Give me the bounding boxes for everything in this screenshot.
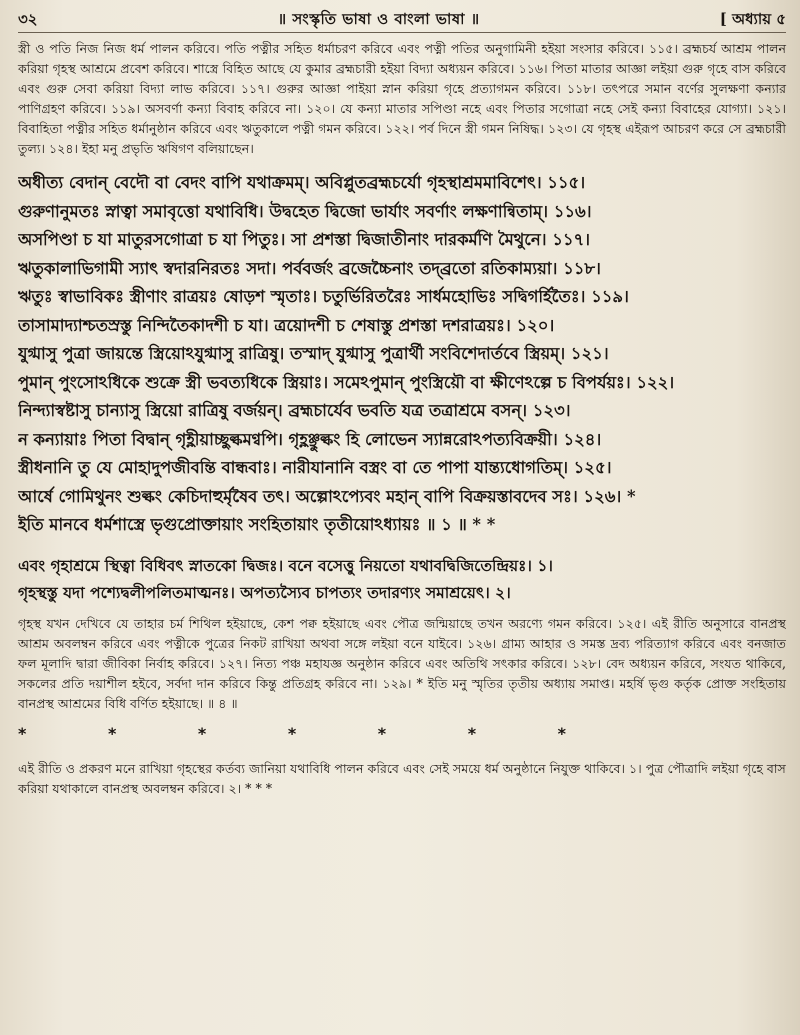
section-separator-stars: * * * * * * *	[18, 723, 604, 743]
verse-line: অসপিণ্ডা চ যা মাতুরসগোত্রা চ যা পিতুঃ। সা প্রশস্তা দ্বিজাতীনাং দারকর্মণি মৈথুনে। ১১৭।	[18, 230, 591, 249]
prose-paragraph-bottom: গৃহস্থ যখন দেখিবে যে তাহার চর্ম শিথিল হইয়াছে, কেশ পক্ব হইয়াছে এবং পৌত্র জন্মিয়াছে তখন অরণ্যে গমন করিবে। ১২৫। এই রীতি অনুসারে বানপ্রস্থ আশ্রম অবলম্বন করিবে এবং পত্নীকে পুত্রের নিকট রাখিয়া অথবা সঙ্গে লইয়া বনে যাইবে। ১২৬। গ্রাম্য আহার ও সমস্ত দ্রব্য পরিত্যাগ করিবে এবং বনজাত ফল মূলাদি দ্বারা জীবিকা নির্বাহ করিবে। ১২৭। নিত্য পঞ্চ মহাযজ্ঞ অনুষ্ঠান করিবে এবং অতিথি সৎকার করিবে। ১২৮। বেদ অধ্যয়ন করিবে, সংযত থাকিবে, সকলের প্রতি দয়াশীল হইবে, সর্বদা দান করিবে কিন্তু প্রতিগ্রহ করিবে না। ১২৯। * ইতি মনু স্মৃতির তৃতীয় অধ্যায় সমাপ্ত। মহর্ষি ভৃগু কর্তৃক প্রোক্ত সংহিতায় বানপ্রস্থ আশ্রমের বিধি বর্ণিত হইয়াছে। ॥ ৪ ॥	[18, 615, 786, 711]
closing-paragraph: এই রীতি ও প্রকরণ মনে রাখিয়া গৃহস্থের কর্তব্য জানিয়া যথাবিধি পালন করিবে এবং সেই সময়ে ধর্ম অনুষ্ঠানে নিযুক্ত থাকিবে। ১। পুত্র পৌত্রাদি লইয়া গৃহে বাস করিয়া যথাকালে বানপ্রস্থ অবলম্বন করিবে। ২। * * *	[18, 760, 786, 796]
section-verse-line: এবং গৃহাশ্রমে স্থিত্বা বিধিবৎ স্নাতকো দ্বিজঃ। বনে বসেত্তু নিয়তো যথাবদ্বিজিতেন্দ্রিয়ঃ। ১।	[18, 555, 553, 575]
verse-line: ঋতুকালাভিগামী স্যাৎ স্বদারনিরতঃ সদা। পর্ববর্জং ব্রজেচ্চৈনাং তদ্‌ব্রতো রতিকাম্যয়া। ১১৮।	[18, 258, 601, 278]
prose-paragraph-top: স্ত্রী ও পতি নিজ নিজ ধর্ম পালন করিবে। পতি পত্নীর সহিত ধর্মাচরণ করিবে এবং পত্নী পতির অনুগামিনী হইয়া সংসার করিবে। ১১৫। ব্রহ্মচর্য আশ্রম পালন করিয়া গৃহস্থ আশ্রমে প্রবেশ করিবে। শাস্ত্রে বিহিত আছে যে কুমার ব্রহ্মচারী হইয়া বিদ্যা অধ্যয়ন করিবে। ১১৬। পিতা মাতার আজ্ঞা লইয়া গুরু গৃহে বাস করিবে এবং গুরু সেবা করিয়া বিদ্যা লাভ করিবে। ১১৭। গুরুর আজ্ঞা পাইয়া স্নান করিয়া গৃহে প্রত্যাগমন করিবে। ১১৮। তৎপরে সমান বর্ণের সুলক্ষণা কন্যার পাণিগ্রহণ করিবে। ১১৯। অসবর্ণা কন্যা বিবাহ করিবে না। ১২০। যে কন্যা মাতার সপিণ্ডা নহে এবং পিতার সগোত্রা নহে সেই কন্যা বিবাহের যোগ্যা। ১২১। বিবাহিতা পত্নীর সহিত ধর্মানুষ্ঠান করিবে এবং ঋতুকালে পত্নী গমন করিবে। ১২২। পর্ব দিনে স্ত্রী গমন নিষিদ্ধ। ১২৩। যে গৃহস্থ এইরূপ আচরণ করে সে ব্রহ্মচারী তুল্য। ১২৪। ইহা মনু প্রভৃতি ঋষিগণ বলিয়াছেন।	[18, 41, 786, 156]
verse-line: ন কন্যায়াঃ পিতা বিদ্বান্ গৃহ্ণীয়াচ্ছুল্কমণ্বপি। গৃহ্ণঞ্ছুল্কং হি লোভেন স্যান্নরোঽপত্যবিক্রয়ী। ১২৪।	[18, 429, 602, 449]
verse-block	[18, 169, 786, 540]
verse-line: গুরুণানুমতঃ স্নাত্বা সমাবৃত্তো যথাবিধি। উদ্বহেত দ্বিজো ভার্যাং সবর্ণাং লক্ষণান্বিতাম্। ১১৬।	[18, 201, 592, 221]
running-title: ॥ সংস্কৃতি ভাষা ও বাংলা ভাষা ॥	[277, 10, 480, 28]
verse-line: নিন্দ্যাস্বষ্টাসু চান্যাসু স্ত্রিয়ো রাত্রিষু বর্জয়ন্। ব্রহ্মচার্যেব ভবতি যত্র তত্রাশ্রমে বসন্। ১২৩।	[18, 401, 571, 420]
verse-line: ঋতুঃ স্বাভাবিকঃ স্ত্রীণাং রাত্রয়ঃ ষোড়শ স্মৃতাঃ। চতুর্ভিরিতরৈঃ সার্ধমহোভিঃ সদ্বিগর্হিতৈঃ। ১১৯।	[18, 287, 629, 306]
verse-line: তাসামাদ্যাশ্চতস্রস্তু নিন্দিতৈকাদশী চ যা। ত্রয়োদশী চ শেষাস্তু প্রশস্তা দশরাত্রয়ঃ। ১২০।	[18, 315, 555, 335]
verse-line: আর্ষে গোমিথুনং শুল্কং কেচিদাহুর্মৃষৈব তৎ। অল্পোঽপ্যেবং মহান্ বাপি বিক্রয়স্তাবদেব সঃ। ১২৬। *	[18, 486, 636, 506]
page-number: ৩২	[18, 10, 38, 28]
section-verse-block	[18, 552, 786, 606]
verse-line: অধীত্য বেদান্ বেদৌ বা বেদং বাপি যথাক্রমম্। অবিপ্লুতব্রহ্মচর্যো গৃহস্থাশ্রমমাবিশেৎ। ১১৫।	[18, 173, 586, 192]
verse-line: যুগ্মাসু পুত্রা জায়ন্তে স্ত্রিয়োঽযুগ্মাসু রাত্রিষু। তস্মাদ্ যুগ্মাসু পুত্রার্থী সংবিশেদার্তবে স্ত্রিয়ম্। ১২১।	[18, 344, 609, 363]
section-verse-line: গৃহস্থস্তু যদা পশ্যেদ্বলীপলিতমাত্মনঃ। অপত্যস্যৈব চাপত্যং তদারণ্যং সমাশ্রয়েৎ। ২।	[18, 582, 511, 602]
page-header	[18, 8, 786, 33]
verse-line: ইতি মানবে ধর্মশাস্ত্রে ভৃগুপ্রোক্তায়াং সংহিতায়াং তৃতীয়োঽধ্যায়ঃ ॥ ১ ॥ * *	[18, 515, 496, 534]
verse-line: পুমান্ পুংসোঽধিকে শুক্রে স্ত্রী ভবত্যধিকে স্ত্রিয়াঃ। সমেঽপুমান্ পুংস্ত্রিয়ৌ বা ক্ষীণেঽল্পে চ বিপর্যয়ঃ। ১২২।	[18, 372, 675, 392]
verse-line: স্ত্রীধনানি তু যে মোহাদুপজীবন্তি বান্ধবাঃ। নারীযানানি বস্ত্রং বা তে পাপা যান্ত্যধোগতিম্। ১২৫।	[18, 458, 612, 477]
chapter-label: [ অধ্যায় ৫	[719, 10, 786, 28]
